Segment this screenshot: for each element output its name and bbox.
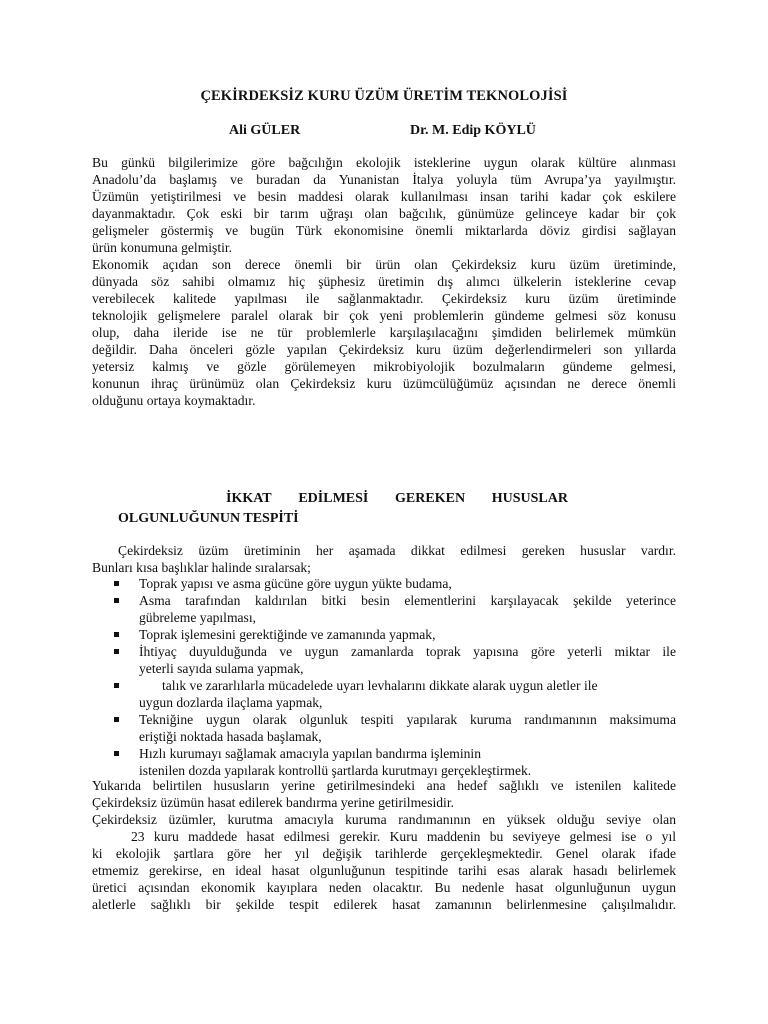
text-line: talık ve zararlılarla mücadelede uyarı levhalarını dikkate alarak uygun aletler ile (162, 678, 598, 693)
text-line: teknolojik gelişmelere paralel olarak bir çok yeni problemlerin gündeme gelmesi söz konusu (92, 308, 676, 323)
text-line: 23 kuru maddede hasat edilmesi gerekir. Kuru maddenin bu seviyeye gelmesi ise o yıl (131, 829, 676, 844)
text-line: istenilen dozda yapılarak kontrollü şartlarda kurutmayı gerçekleştirmek. (139, 763, 532, 778)
text-line: yetersiz kalmış ve gözle görülemeyen mikrobiyolojik bozulmaların gündeme gelmesi, (92, 359, 676, 374)
text-line: Toprak işlemesini gerektiğinde ve zamanında yapmak, (139, 627, 436, 642)
bullet-icon (114, 581, 119, 586)
text-line: Çekirdeksiz üzümler, kurutma amacıyla kuruma randımanının en yüksek olduğu seviye olan (92, 812, 676, 827)
text-line: Bu günkü bilgilerimize göre bağcılığın ekolojik isteklerine uygun olarak kültüre alınması (92, 155, 676, 170)
text-line: gübreleme yapılması, (139, 610, 257, 625)
author-name: Dr. M. Edip KÖYLÜ (410, 123, 536, 138)
text-line: dünyada söz sahibi olmamız hiç şüphesiz üretimin dış alımcı ülkelerin isteklerine cevap (92, 274, 676, 289)
text-line: Anadolu’da başlamış ve buradan da Yunanistan İtalya yoluyla tüm Avrupa’ya yayılmıştır. (92, 172, 676, 187)
paragraph-harvest (92, 777, 676, 913)
text-line: Ekonomik açıdan son derece önemli bir ürün olan Çekirdeksiz kuru üzüm üretiminde, (92, 257, 676, 272)
text-line: uygun dozlarda ilaçlama yapmak, (139, 695, 323, 710)
text-line: Çekirdeksiz üzümün hasat edilerek bandırma yerine getirilmesidir. (92, 795, 455, 810)
text-line: Hızlı kurumayı sağlamak amacıyla yapılan bandırma işleminin (139, 746, 482, 761)
text-line: Toprak yapısı ve asma gücüne göre uygun yükte budama, (139, 576, 452, 591)
text-line: yeterli sayıda sulama yapmak, (139, 661, 304, 676)
bullet-icon (114, 683, 119, 688)
text-line: değildir. Daha önceleri gözle yapılan Çekirdeksiz kuru üzüm değerlendirmeleri son yıllarda (92, 342, 676, 357)
text-line: ürün konumuna gelmiştir. (92, 240, 233, 255)
text-line: dayanmaktadır. Çok eski bir tarım uğraşı olan bağcılık, günümüze gelinceye kadar bir çok (92, 206, 676, 221)
heading-word: İKKAT (226, 491, 272, 506)
text-line: Üzümün yetiştirilmesi ve besin maddesi olarak kullanılması insan tarihi kadar çok eskilere (92, 189, 676, 204)
bullet-icon (114, 751, 119, 756)
bullets-intro (92, 542, 676, 576)
bullet-icon (114, 598, 119, 603)
paragraph-economic-importance (92, 256, 676, 409)
heading-word: GEREKEN (395, 491, 466, 506)
text-line: etmemiz gerekirse, en ideal hasat olgunluğunun tespitinde tarihi esas alarak hasadı belirlemek (92, 863, 676, 878)
section-heading (226, 490, 568, 507)
text-line: Çekirdeksiz üzüm üretiminin her aşamada dikkat edilmesi gereken hususlar vardır. (118, 543, 676, 558)
text-line: konunun ihraç ürünümüz olan Çekirdeksiz kuru üzümcülüğümüz açısından ne derece önemli (92, 376, 676, 391)
text-line: İhtiyaç duyulduğunda ve uygun zamanlarda toprak yapısına göre yeterli miktar ile (139, 644, 676, 659)
bullet-icon (114, 632, 119, 637)
text-line: Asma tarafından kaldırılan bitki besin elementlerini karşılayacak şekilde yeterince (139, 593, 676, 608)
section-heading-line2: OLGUNLUĞUNUN TESPİTİ (118, 511, 299, 526)
text-line: verebilecek kalitede yapılması ile sağlanmaktadır. Çekirdeksiz kuru üzüm üretiminde (92, 291, 676, 306)
author-name: Ali GÜLER (229, 123, 301, 138)
bullet-icon (114, 717, 119, 722)
text-line: Yukarıda belirtilen hususların yerine getirilmesindeki ana hedef sağlıklı ve istenilen kalitede (92, 778, 676, 793)
text-line: aletlerle sağlıklı bir şekilde tespit edilerek hasat zamanının belirlenmesine çalışılmalıdır. (92, 897, 676, 912)
document-title: ÇEKİRDEKSİZ KURU ÜZÜM ÜRETİM TEKNOLOJİSİ (200, 88, 568, 104)
heading-word: EDİLMESİ (298, 491, 369, 506)
text-line: Bunları kısa başlıklar halinde sıralarsak; (92, 560, 311, 575)
text-line: Tekniğine uygun olarak olgunluk tespiti yapılarak kuruma randımanının maksimuma (139, 712, 676, 727)
paragraph-intro-history (92, 154, 676, 256)
text-line: üretici açısından ekonomik kayıplara neden olacaktır. Bu nedenle hasat olgunluğunun uygun (92, 880, 676, 895)
heading-word: HUSUSLAR (491, 491, 568, 506)
text-line: ki ekolojik şartlara göre her yıl değişik tarihlerde gerçekleşmektedir. Genel olarak ifade (92, 846, 676, 861)
text-line: gelişmeler göstermiş ve bugün Türk ekonomisine önemli miktarlarda döviz girdisi sağlayan (92, 223, 676, 238)
text-line: olduğunu ortaya koymaktadır. (92, 393, 256, 408)
text-line: olup, daha ileride ise ne tür problemlerle karşılaşılacağını şimdiden belirlemek mümkün (92, 325, 676, 340)
text-line: eriştiği noktada hasada başlamak, (139, 729, 322, 744)
bullet-icon (114, 649, 119, 654)
